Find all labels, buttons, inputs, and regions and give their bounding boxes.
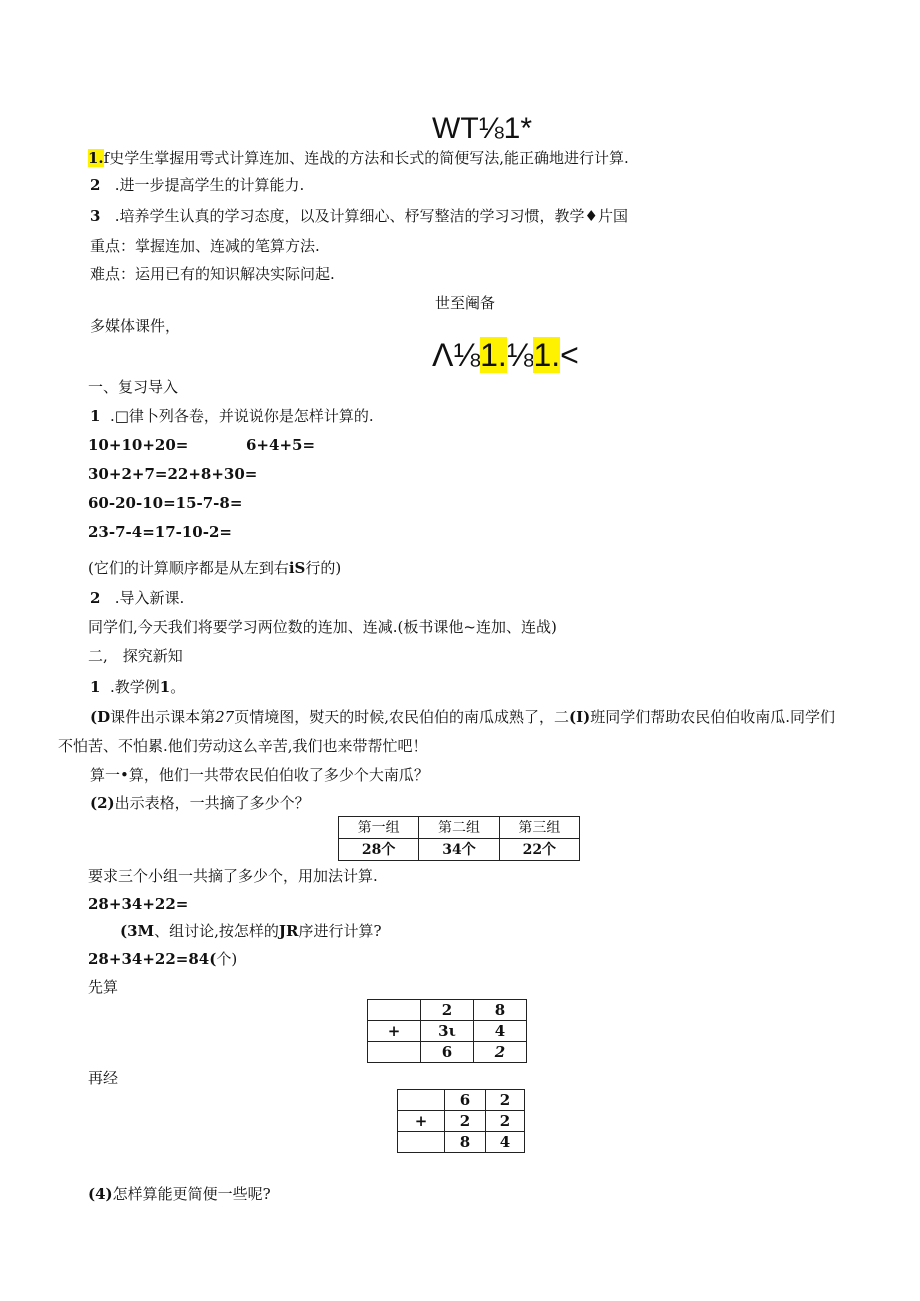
calc-cell: 8 — [474, 1000, 527, 1021]
difficult-point: 难点：运用已有的知识解决实际问起. — [90, 265, 335, 283]
section-title-part1: Λ⅛ — [432, 337, 481, 373]
table-header: 第一组 — [339, 817, 419, 839]
media-line: 多媒体课件， — [90, 317, 181, 335]
calc-cell: 6 — [445, 1090, 486, 1111]
goal-3-text: .培养学生认真的学习态度，以及计算细心、杼写整洁的学习习惯，教学♦片国 — [114, 207, 628, 225]
requirement-text: 要求三个小组一共摘了多少个，用加法计算. — [88, 867, 378, 885]
group-table — [338, 816, 580, 861]
paragraph-3 — [120, 921, 382, 941]
section-review-heading: 一、复习导入 — [88, 378, 179, 396]
p2-text: 出示表格，一共摘了多少个？ — [114, 794, 310, 812]
section-title-part4: 1. — [533, 337, 561, 373]
calc-cell: 2 — [486, 1111, 525, 1132]
vertical-calc-2 — [397, 1089, 525, 1153]
goal-2 — [90, 175, 304, 195]
p1-class: (I) — [569, 708, 591, 726]
table-cell: 28个 — [339, 839, 419, 861]
exercise-4: 23-7-4=17-10-2= — [88, 523, 232, 541]
table-cell: 34个 — [419, 839, 499, 861]
example-text: .教学例 — [109, 678, 160, 696]
prep-heading: 世至阉备 — [435, 294, 496, 312]
exercise-1a: 10+10+20= — [88, 436, 189, 454]
order-note-bold: iS — [288, 559, 306, 577]
section-title-part3: ⅛ — [506, 337, 534, 373]
review-item-2 — [90, 588, 184, 608]
p1-text-a: 课件出示课本第 — [110, 708, 216, 726]
intro-text: 同学们,今天我们将要学习两位数的连加、连减.(板书课他~连加、连战) — [88, 618, 557, 636]
equation-1: 28+34+22= — [88, 895, 189, 913]
plus-sign: + — [368, 1021, 421, 1042]
order-note-text: (它们的计算顺序都是从左到右 — [88, 559, 289, 577]
review-item-2-number: 2 — [90, 589, 101, 607]
table-cell: 22个 — [499, 839, 579, 861]
review-item-1-number: 1 — [90, 407, 101, 425]
example-number: 1 — [90, 678, 101, 696]
p1-text-c: 班同学们帮助农民伯伯收南瓜.同学们 — [590, 708, 835, 726]
review-item-2-text: .导入新课. — [114, 589, 185, 607]
review-item-1 — [90, 406, 374, 426]
calc-cell: 8 — [445, 1132, 486, 1153]
equation-2-main: 28+34+22=84( — [88, 950, 217, 968]
goal-1-number: 1. — [88, 149, 104, 167]
calc-cell: 6 — [421, 1042, 474, 1063]
calc-cell: 4 — [474, 1021, 527, 1042]
paragraph-2 — [90, 793, 310, 813]
first-calc-label: 先算 — [88, 978, 119, 996]
calc-cell: 4 — [486, 1132, 525, 1153]
exercise-1b: 6+4+5= — [246, 436, 316, 454]
paragraph-1-line2: 不怕苦、不怕累.他们劳动这么辛苦,我们也来带帮忙吧！ — [58, 737, 428, 755]
p3-text-a: 、组讨论,按怎样的 — [154, 922, 279, 940]
equation-2-unit: 个) — [216, 950, 238, 968]
table-header: 第三组 — [499, 817, 579, 839]
p3-text-b: 序进行计算? — [298, 922, 382, 940]
calc-cell — [398, 1132, 445, 1153]
calc-cell: 2 — [421, 1000, 474, 1021]
review-item-1-text: .□律卜列各卷，并说说你是怎样计算的. — [109, 407, 374, 425]
calc-cell — [368, 1000, 421, 1021]
key-point: 重点：掌握连加、连减的笔算方法. — [90, 237, 320, 255]
p3-bold: JR — [278, 922, 299, 940]
p2-marker: (2) — [90, 794, 115, 812]
calc-cell: 2 — [474, 1042, 527, 1063]
p4-marker: (4) — [88, 1185, 113, 1203]
p1-text-b: 页情境图，熨天的时候,农民伯伯的南瓜成熟了，二 — [234, 708, 569, 726]
exercise-3: 60-20-10=15-7-8= — [88, 494, 243, 512]
order-note — [88, 558, 341, 578]
paragraph-1 — [90, 707, 835, 727]
calc-cell — [398, 1090, 445, 1111]
section-explore-heading: 二, 探究新知 — [88, 647, 183, 665]
section-title-part5: < — [560, 337, 579, 373]
goal-1 — [88, 148, 629, 168]
calc-cell: 2 — [486, 1090, 525, 1111]
section-title — [432, 337, 579, 373]
order-note-end: 行的) — [305, 559, 342, 577]
p1-marker: (D — [90, 708, 111, 726]
paragraph-4 — [88, 1184, 271, 1204]
calc-cell: 3ι — [421, 1021, 474, 1042]
lesson-title: WT⅛1* — [432, 112, 533, 145]
goal-3 — [90, 206, 628, 226]
exercise-2: 30+2+7=22+8+30= — [88, 465, 258, 483]
equation-2 — [88, 949, 237, 969]
example-text-bold: 1 — [159, 678, 171, 696]
p3-marker: (3M — [120, 922, 155, 940]
question-1: 算一•算，他们一共带农民伯伯收了多少个大南瓜？ — [90, 766, 429, 784]
vertical-calc-1 — [367, 999, 527, 1063]
goal-2-number: 2 — [90, 176, 101, 194]
goal-1-text: f史学生掌握用雩式计算连加、连战的方法和长式的简便写法,能正确地进行计算. — [103, 149, 629, 167]
goal-3-number: 3 — [90, 207, 101, 225]
calc-cell — [368, 1042, 421, 1063]
example-text-end: 。 — [170, 678, 186, 696]
section-title-part2: 1. — [480, 337, 507, 373]
second-calc-label: 再经 — [88, 1069, 119, 1087]
goal-2-text: .进一步提高学生的计算能力. — [114, 176, 305, 194]
example-heading — [90, 677, 185, 697]
table-header: 第二组 — [419, 817, 499, 839]
calc-cell: 2 — [445, 1111, 486, 1132]
plus-sign: + — [398, 1111, 445, 1132]
p1-page-number: 27 — [215, 708, 235, 726]
p4-text: 怎样算能更简便一些呢? — [112, 1185, 271, 1203]
